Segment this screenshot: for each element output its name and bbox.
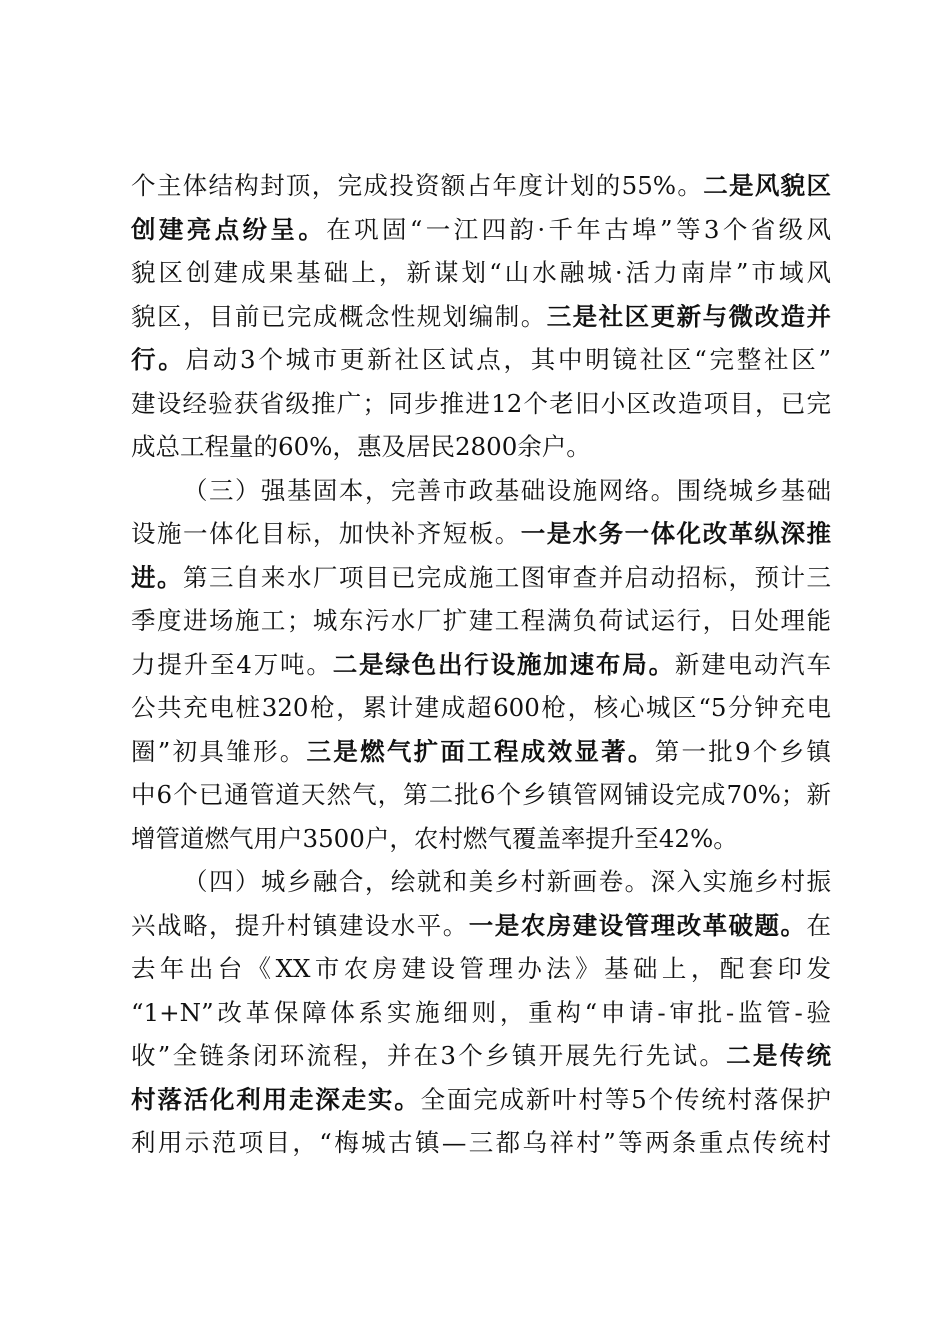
text-line [131, 686, 831, 730]
body-text-segment: 在 [806, 910, 831, 940]
bold-heading-text: 二是绿色出行设施加速布局。 [332, 649, 675, 679]
text-line [131, 208, 831, 252]
body-text-segment: 圈”初具雏形。 [131, 736, 307, 766]
text-line [131, 425, 831, 469]
bold-heading-text: 三是燃气扩面工程成效显著。 [306, 736, 655, 766]
body-text-segment: 增管道燃气用户3500户，农村燃气覆盖率提升至42%。 [131, 823, 738, 853]
text-line [131, 599, 831, 643]
bold-heading-text: 二是风貌区 [703, 171, 832, 200]
paragraph-first-line [131, 860, 831, 904]
text-line [131, 991, 831, 1035]
body-text-segment: 新建电动汽车 [674, 649, 832, 679]
text-line [131, 643, 831, 687]
text-line [131, 512, 831, 556]
text-line [131, 1121, 831, 1165]
body-text-segment: 收”全链条闭环流程，并在3个乡镇开展先行先试。 [131, 1041, 727, 1070]
text-line [131, 947, 831, 991]
body-text-segment: 中6个已通管道天然气，第二批6个乡镇管网铺设完成70%；新 [131, 780, 831, 809]
bold-heading-text: 创建亮点纷呈。 [131, 214, 327, 244]
text-line [131, 295, 831, 339]
body-text-segment: （三）强基固本，完善市政基础设施网络。围绕城乡基础 [183, 475, 831, 505]
body-text [131, 164, 831, 1165]
body-text-segment: 貌区创建成果基础上，新谋划“山水融城·活力南岸”市域风 [131, 258, 831, 287]
text-line [131, 817, 831, 861]
body-text-segment: 设施一体化目标，加快补齐短板。 [131, 519, 521, 548]
bold-heading-text: 二是传统 [726, 1041, 831, 1070]
body-text-segment: 第三自来水厂项目已完成施工图审查并启动招标，预计三 [182, 562, 832, 592]
bold-heading-text: 进。 [131, 562, 183, 592]
text-line [131, 164, 831, 208]
body-text-segment: 季度进场施工；城东污水厂扩建工程满负荷试运行，日处理能 [131, 606, 831, 635]
body-text-segment: 个主体结构封顶，完成投资额占年度计划的55%。 [131, 171, 704, 200]
text-line [131, 773, 831, 817]
text-line [131, 251, 831, 295]
body-text-segment: 利用示范项目，“梅城古镇—三都乌祥村”等两条重点传统村 [131, 1128, 831, 1157]
body-text-segment: “1+N”改革保障体系实施细则，重构“申请-审批-监管-验 [131, 997, 831, 1027]
bold-heading-text: 一是农房建设管理改革破题。 [468, 910, 807, 940]
text-line [131, 904, 831, 948]
body-text-segment: 成总工程量的60%，惠及居民2800余户。 [131, 432, 591, 461]
body-text-segment: 在巩固“一江四韵·千年古埠”等3个省级风 [326, 214, 831, 244]
body-text-segment: 力提升至4万吨。 [131, 649, 333, 679]
body-text-segment: 启动3个城市更新社区试点，其中明镜社区“完整社区” [185, 345, 832, 374]
body-text-segment: 全面完成新叶村等5个传统村落保护 [420, 1084, 831, 1114]
bold-heading-text: 行。 [131, 345, 186, 374]
text-line [131, 730, 831, 774]
bold-heading-text: 一是水务一体化改革纵深推 [520, 519, 832, 548]
body-text-segment: 兴战略，提升村镇建设水平。 [131, 910, 469, 940]
body-text-segment: 第一批9个乡镇 [654, 736, 831, 766]
text-line [131, 338, 831, 382]
text-line [131, 556, 831, 600]
text-line [131, 1034, 831, 1078]
bold-heading-text: 三是社区更新与微改造并 [546, 301, 832, 331]
body-text-segment: 去年出台《XX市农房建设管理办法》基础上，配套印发 [131, 954, 831, 983]
bold-heading-text: 村落活化利用走深走实。 [131, 1084, 421, 1114]
body-text-segment: 建设经验获省级推广；同步推进12个老旧小区改造项目，已完 [131, 388, 831, 418]
body-text-segment: 公共充电桩320枪，累计建成超600枪，核心城区“5分钟充电 [131, 693, 831, 722]
paragraph-first-line [131, 469, 831, 513]
text-line [131, 382, 831, 426]
text-line [131, 1078, 831, 1122]
body-text-segment: （四）城乡融合，绘就和美乡村新画卷。深入实施乡村振 [183, 867, 831, 896]
body-text-segment: 貌区，目前已完成概念性规划编制。 [131, 301, 547, 331]
